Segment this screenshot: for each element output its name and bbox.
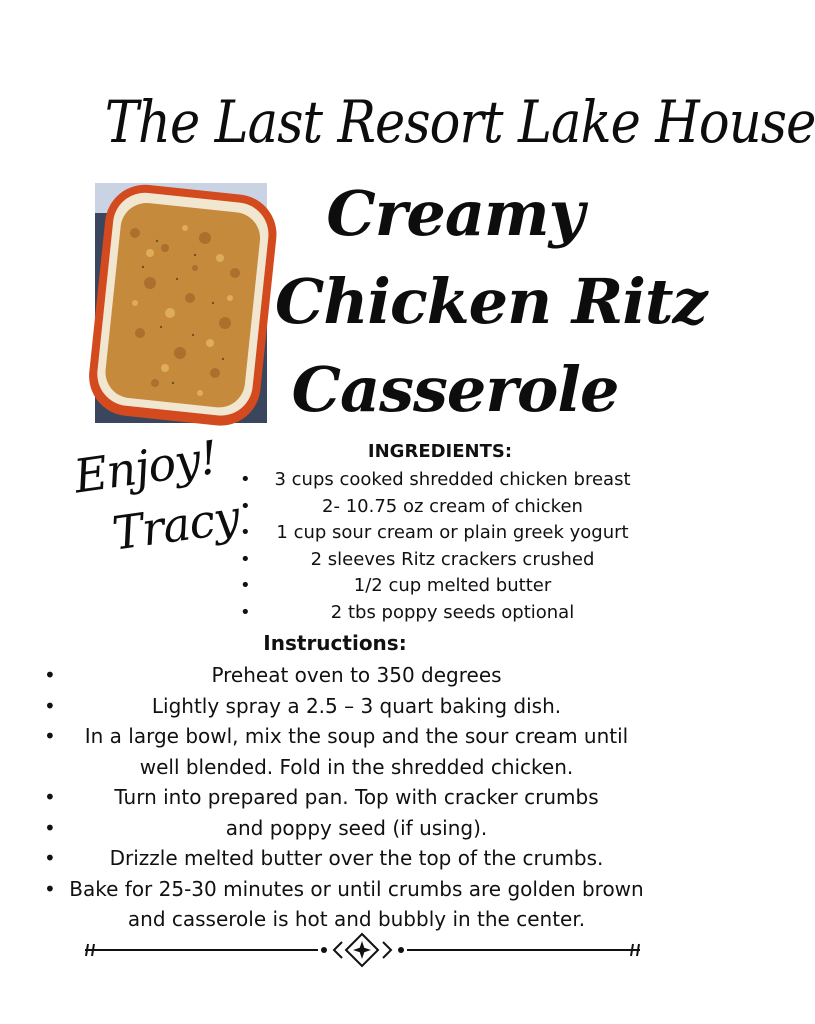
brand-title: The Last Resort Lake House — [104, 88, 815, 156]
title-line-3: Casserole — [291, 353, 619, 426]
ingredient-item — [240, 494, 645, 521]
bullet-icon: • — [240, 601, 251, 623]
title-line-2: Chicken Ritz — [275, 265, 707, 338]
ingredient-item — [240, 520, 645, 547]
ingredient-item — [240, 600, 645, 627]
instructions-list — [40, 660, 645, 935]
ingredient-text: 1 cup sour cream or plain greek yogurt — [276, 522, 629, 543]
instruction-item — [40, 721, 645, 782]
instruction-text: and poppy seed (if using). — [225, 815, 488, 840]
instruction-text: Bake for 25-30 minutes or until crumbs are golden brown and casserole is hot and bubbly in the center. — [69, 876, 644, 931]
signoff-name: Tracy — [108, 489, 243, 561]
ingredient-item — [240, 467, 645, 494]
bullet-icon: • — [44, 846, 56, 870]
ingredient-item — [240, 573, 645, 600]
ingredient-item — [240, 547, 645, 574]
ingredient-text: 2 tbs poppy seeds optional — [330, 601, 575, 623]
bullet-icon: • — [240, 575, 251, 596]
ingredient-text: 1/2 cup melted butter — [353, 575, 552, 596]
ingredients-list — [240, 467, 645, 626]
bullet-icon: • — [44, 693, 56, 718]
ingredient-text: 2- 10.75 oz cream of chicken — [322, 495, 583, 517]
instruction-text: In a large bowl, mix the soup and the sour cream until well blended. Fold in the shredded chicken. — [84, 724, 629, 779]
signoff-enjoy: Enjoy! — [70, 430, 221, 504]
instruction-item — [40, 813, 645, 844]
bullet-icon: • — [44, 663, 56, 687]
bullet-icon: • — [240, 469, 251, 490]
instruction-item — [40, 691, 645, 722]
bullet-icon: • — [44, 876, 56, 901]
instruction-item — [40, 660, 645, 691]
ingredient-text: 3 cups cooked shredded chicken breast — [274, 469, 631, 490]
decorative-divider — [80, 930, 645, 970]
signoff — [70, 425, 243, 569]
instruction-text: Turn into prepared pan. Top with cracker crumbs — [114, 785, 599, 809]
recipe-title — [275, 170, 707, 434]
bullet-icon: • — [240, 522, 251, 543]
casserole-photo — [95, 183, 267, 423]
instruction-text: Drizzle melted butter over the top of the crumbs. — [109, 846, 604, 870]
bullet-icon: • — [240, 548, 251, 570]
instruction-item — [40, 843, 645, 874]
instruction-item — [40, 782, 645, 813]
ingredient-text: 2 sleeves Ritz crackers crushed — [310, 548, 595, 570]
bullet-icon: • — [44, 785, 56, 809]
instruction-text: Preheat oven to 350 degrees — [211, 663, 502, 687]
bullet-icon: • — [240, 495, 251, 517]
bullet-icon: • — [44, 724, 56, 748]
instruction-item — [40, 874, 645, 935]
bullet-icon: • — [44, 815, 56, 840]
instructions-heading: Instructions: — [263, 631, 407, 655]
title-line-1: Creamy — [326, 177, 584, 250]
ingredients-heading: INGREDIENTS: — [367, 441, 513, 462]
instruction-text: Lightly spray a 2.5 – 3 quart baking dish. — [151, 693, 562, 718]
